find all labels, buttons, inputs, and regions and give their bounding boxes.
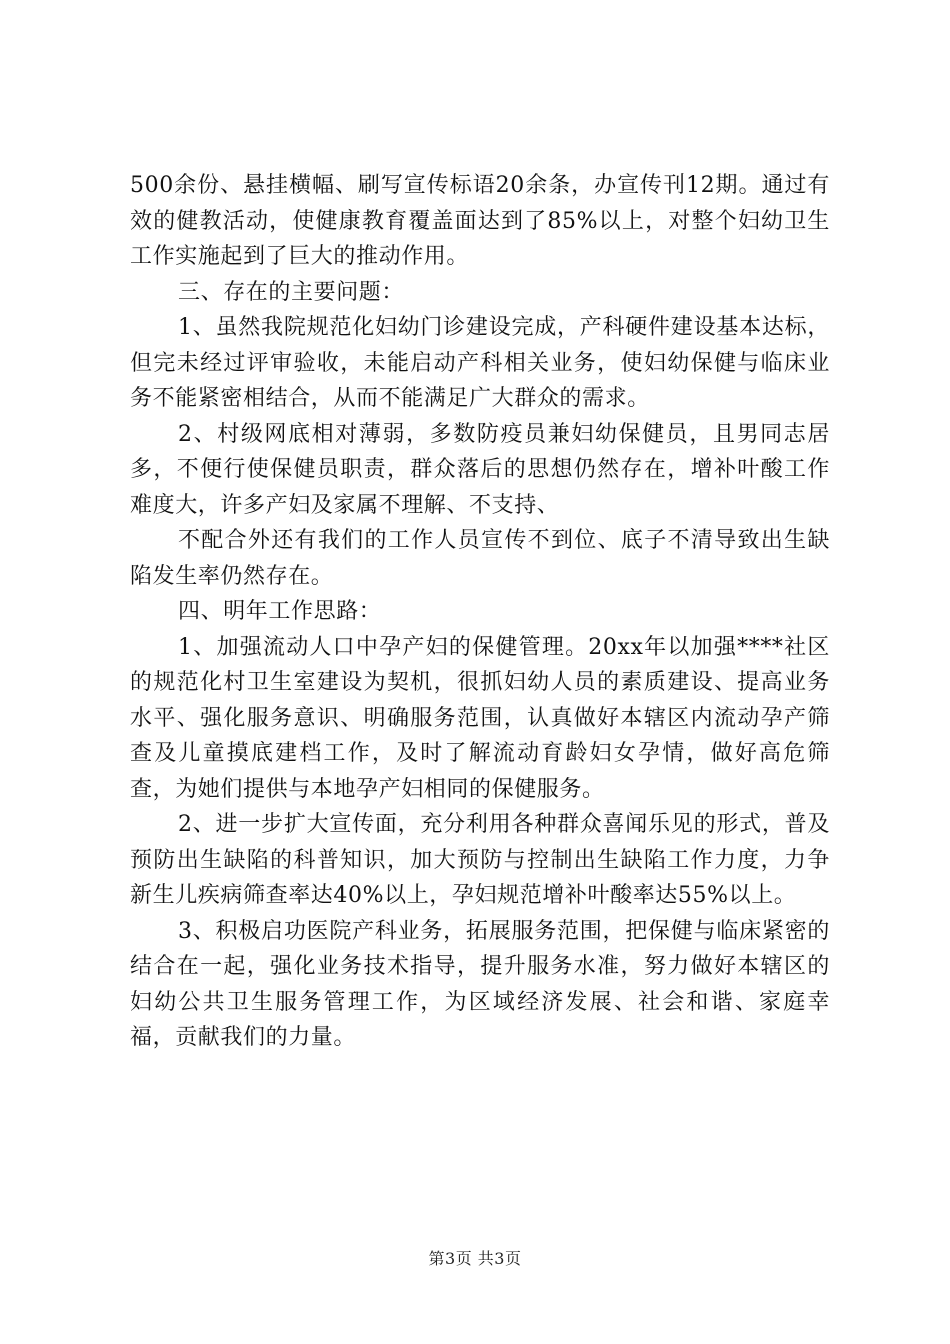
paragraph-plan-1: 1、加强流动人口中孕产妇的保健管理。20xx年以加强****社区的规范化村卫生室建设为契机，很抓妇幼人员的素质建设、提高业务水平、强化服务意识、明确服务范围，认真做好本辖区内流动孕产筛查及儿童摸底建档工作，及时了解流动育龄妇女孕情，做好高危筛查，为她们提供与本地孕产妇相同的保健服务。 [130,634,830,802]
paragraph-problem-2: 2、村级网底相对薄弱，多数防疫员兼妇幼保健员，且男同志居多，不便行使保健员职责，群众落后的思想仍然存在，增补叶酸工作难度大，许多产妇及家属不理解、不支持、 [130,421,830,518]
paragraph-problem-2-continued: 不配合外还有我们的工作人员宣传不到位、底子不清导致出生缺陷发生率仍然存在。 [130,528,830,589]
page-footer: 第3页 共3页 [428,1249,522,1268]
heading-next-year-plan: 四、明年工作思路： [178,599,382,624]
paragraph-problem-1: 1、虽然我院规范化妇幼门诊建设完成，产科硬件建设基本达标，但完未经过评审验收，未能启动产科相关业务，使妇幼保健与临床业务不能紧密相结合，从而不能满足广大群众的需求。 [130,315,830,411]
paragraph-1: 500余份、悬挂横幅、刷写宣传标语20余条，办宣传刊12期。通过有效的健教活动，使健康教育覆盖面达到了85%以上，对整个妇幼卫生工作实施起到了巨大的推动作用。 [130,173,830,269]
paragraph-plan-3: 3、积极启功医院产科业务，拓展服务范围，把保健与临床紧密的结合在一起，强化业务技术指导，提升服务水准，努力做好本辖区的妇幼公共卫生服务管理工作，为区域经济发展、社会和谐、家庭幸福，贡献我们的力量。 [130,918,830,1050]
document-body [130,168,830,1056]
paragraph-plan-2: 2、进一步扩大宣传面，充分利用各种群众喜闻乐见的形式，普及预防出生缺陷的科普知识，加大预防与控制出生缺陷工作力度，力争新生儿疾病筛查率达40%以上，孕妇规范增补叶酸率达55%以上。 [130,812,830,908]
heading-main-problems: 三、存在的主要问题： [178,279,405,305]
